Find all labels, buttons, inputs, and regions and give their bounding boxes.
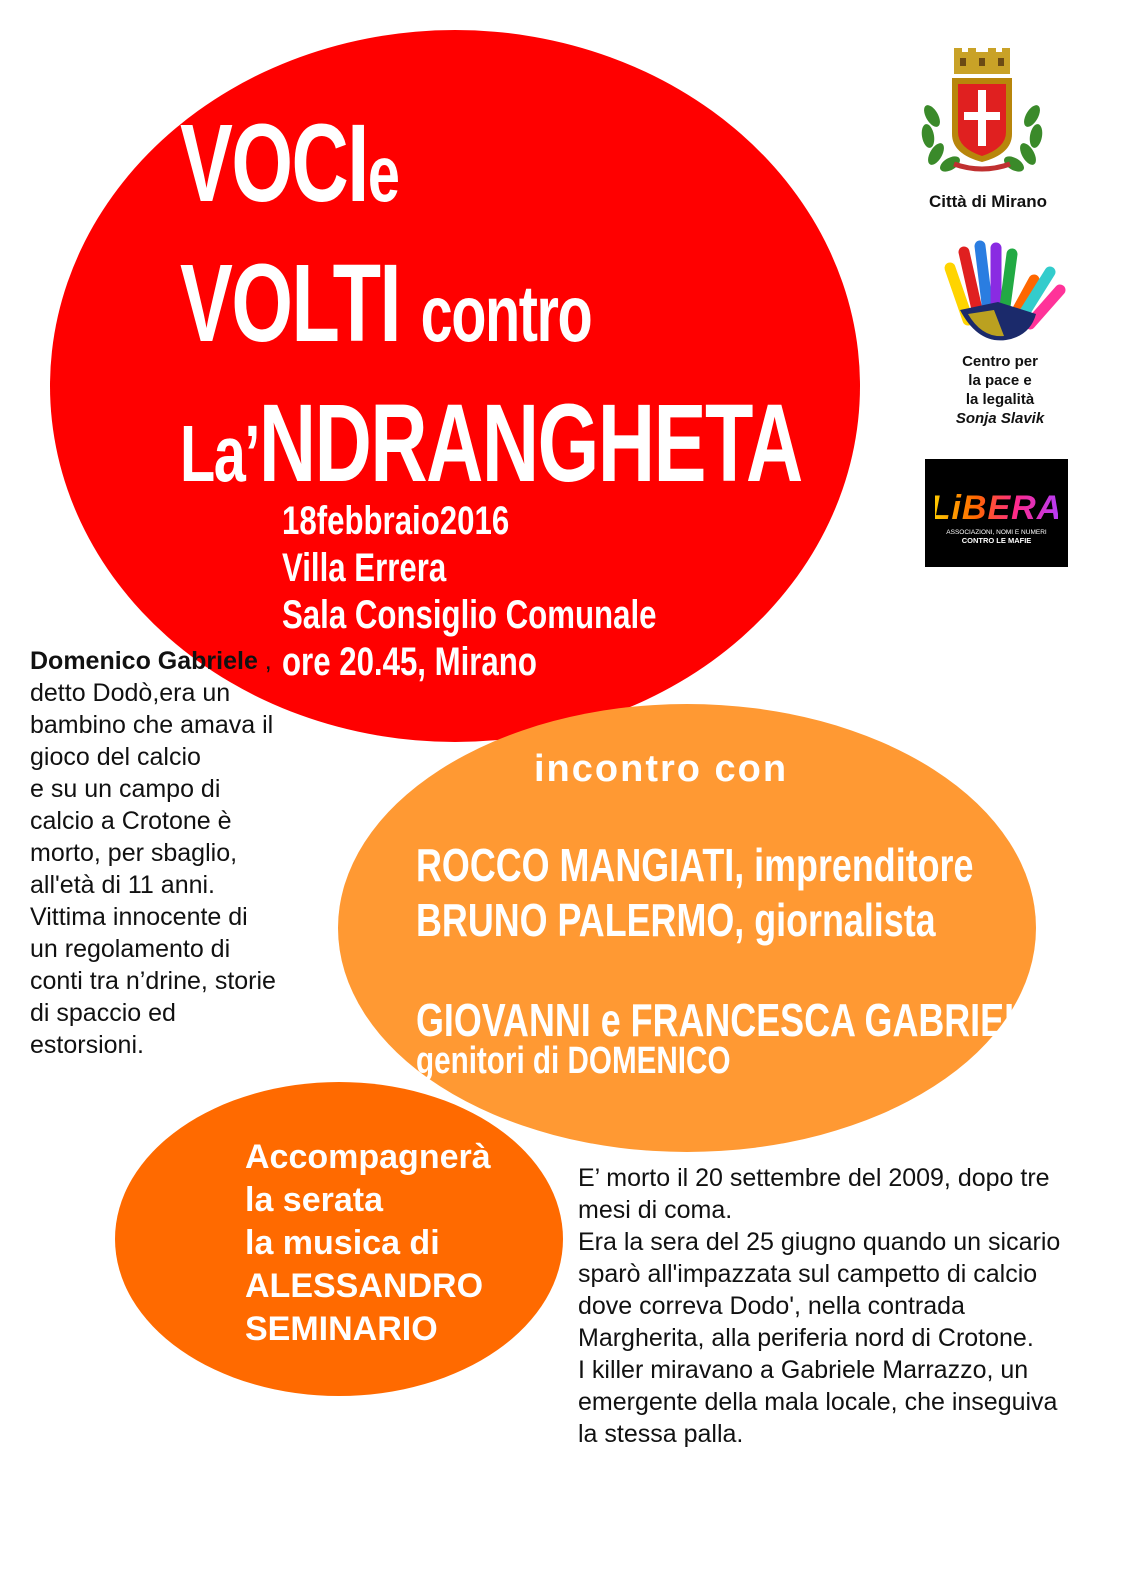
centro-line-2: la pace e bbox=[968, 372, 1032, 389]
centro-line-1: Centro per bbox=[962, 353, 1038, 370]
music-line-5: SEMINARIO bbox=[245, 1310, 438, 1348]
guest-1: ROCCO MANGIATI, imprenditore bbox=[416, 839, 974, 891]
story-name: Domenico Gabriele bbox=[30, 647, 258, 675]
mirano-crest-icon bbox=[914, 46, 1050, 176]
music-text bbox=[245, 1136, 491, 1351]
music-line-1: Accompagnerà bbox=[245, 1138, 491, 1176]
story-right-p1: E’ morto il 20 settembre del 2009, dopo tre mesi di coma. bbox=[578, 1164, 1050, 1224]
story-name-comma: , bbox=[257, 647, 272, 675]
story-left bbox=[30, 645, 280, 1061]
meeting-heading: incontro con bbox=[534, 748, 789, 790]
svg-text:LiBERA: LiBERA bbox=[935, 489, 1058, 527]
music-line-4: ALESSANDRO bbox=[245, 1267, 484, 1305]
libera-wordmark-icon bbox=[935, 485, 1058, 529]
title-line-2: VOLTI contro bbox=[180, 242, 592, 365]
event-room: Sala Consiglio Comunale bbox=[282, 593, 657, 637]
guest-3: GIOVANNI e FRANCESCA GABRIELE, bbox=[416, 994, 1060, 1046]
title-line-1: VOCIe bbox=[180, 102, 399, 225]
crest-label: Città di Mirano bbox=[928, 192, 1048, 211]
guest-2: BRUNO PALERMO, giornalista bbox=[416, 894, 936, 946]
story-right-p3: I killer miravano a Gabriele Marrazzo, un emergente della mala locale, che inseguiva la stessa palla. bbox=[578, 1356, 1058, 1448]
story-right bbox=[578, 1162, 1078, 1450]
story-right-p2: Era la sera del 25 giugno quando un sicario sparò all'impazzata sul campetto di calcio dove correva Dodo', nella contrada Margherita, alla periferia nord di Crotone. bbox=[578, 1228, 1061, 1352]
centro-line-4: Sonja Slavik bbox=[955, 410, 1045, 427]
event-details bbox=[282, 498, 656, 686]
centro-label bbox=[920, 352, 1080, 428]
event-date: 18febbraio2016 bbox=[282, 499, 510, 543]
libera-sub-1: ASSOCIAZIONI, NOMI E NUMERI bbox=[946, 529, 1047, 536]
libera-subtitle bbox=[929, 529, 1064, 545]
event-time-place: ore 20.45, Mirano bbox=[282, 640, 537, 684]
event-venue: Villa Errera bbox=[282, 546, 447, 590]
story-text-2: e su un campo di calcio a Crotone è morto, per sbaglio, all'età di 11 anni. Vittima innocente di un regolamento di conti tra n’drine, storie di spaccio ed estorsioni. bbox=[30, 775, 276, 1059]
centro-line-3: la legalità bbox=[965, 391, 1035, 408]
libera-logo bbox=[925, 459, 1068, 567]
colored-hands-icon bbox=[938, 240, 1068, 348]
libera-sub-2: CONTRO LE MAFIE bbox=[961, 536, 1032, 545]
story-text-1: detto Dodò,era un bambino che amava il gioco del calcio bbox=[30, 679, 274, 771]
music-line-3: la musica di bbox=[245, 1224, 440, 1262]
guest-4: genitori di DOMENICO bbox=[416, 1040, 731, 1082]
title-line-3: La’NDRANGHETA bbox=[180, 382, 802, 505]
music-line-2: la serata bbox=[245, 1181, 383, 1219]
